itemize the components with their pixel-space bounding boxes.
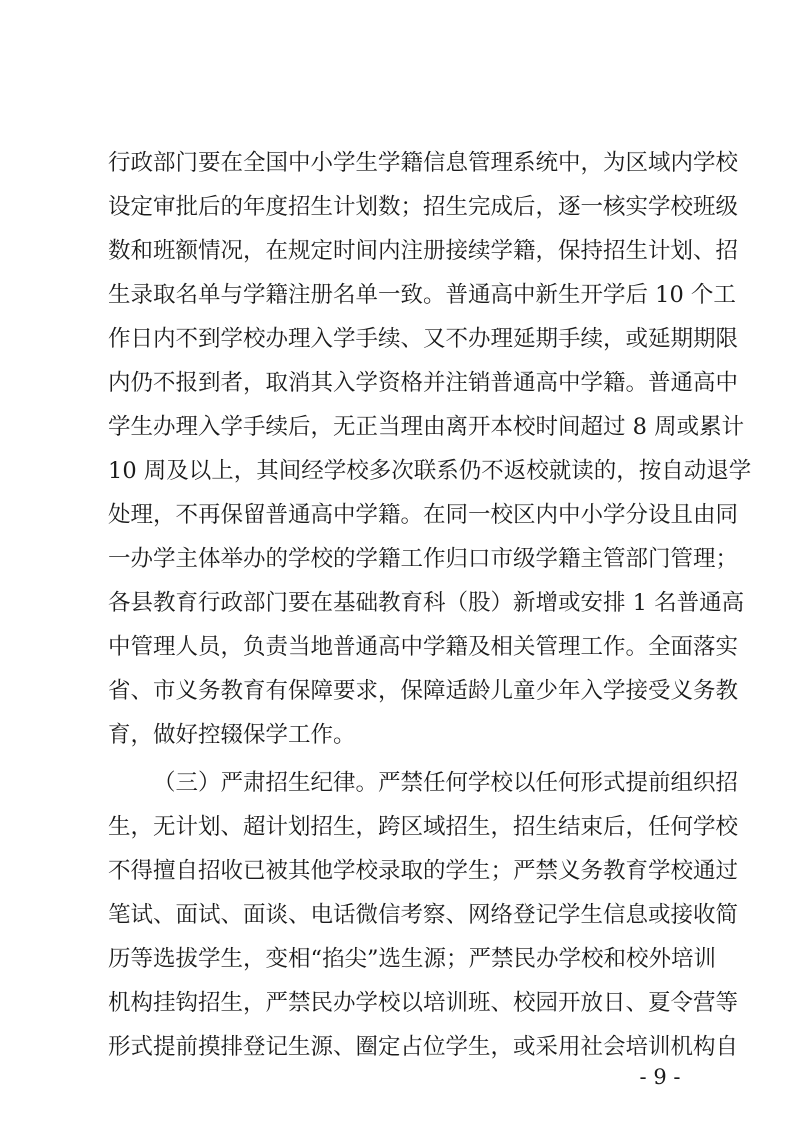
paragraph-line: 生录取名单与学籍注册名单一致。普通高中新生开学后 10 个工 [108,282,736,308]
paragraph-line: 笔试、面试、面谈、电话微信考察、网络登记学生信息或接收简 [108,902,739,928]
section-first-line-text: 严禁任何学校以任何形式提前组织招 [378,770,739,796]
section-first-line [153,763,739,803]
paragraph-line: 10 周及以上，其间经学校多次联系仍不返校就读的，按自动退学 [108,458,752,484]
paragraph-line: 内仍不报到者，取消其入学资格并注销普通高中学籍。普通高中 [108,370,739,396]
paragraph-line: 历等选拔学生，变相“掐尖”选生源；严禁民办学校和校外培训 [108,946,717,972]
paragraph-line: 机构挂钩招生，严禁民办学校以培训班、校园开放日、夏令营等 [108,990,739,1016]
paragraph-line: 不得擅自招收已被其他学校录取的学生；严禁义务教育学校通过 [108,858,739,884]
paragraph-line: 设定审批后的年度招生计划数；招生完成后，逐一核实学校班级 [108,194,739,220]
paragraph-line: 省、市义务教育有保障要求，保障适龄儿童少年入学接受义务教 [108,678,739,704]
paragraph-line: 处理，不再保留普通高中学籍。在同一校区内中小学分设且由同 [108,502,739,528]
paragraph-line: 育，做好控辍保学工作。 [108,722,356,748]
section-heading: （三）严肃招生纪律。 [153,770,379,796]
paragraph-line: 形式提前摸排登记生源、圈定占位学生，或采用社会培训机构自 [108,1034,739,1060]
paragraph-line: 行政部门要在全国中小学生学籍信息管理系统中，为区域内学校 [108,150,739,176]
paragraph-line: 数和班额情况，在规定时间内注册接续学籍，保持招生计划、招 [108,238,739,264]
paragraph-line: 各县教育行政部门要在基础教育科（股）新增或安排 1 名普通高 [108,590,745,616]
page-number: - 9 - [639,1065,681,1089]
paragraph-line: 中管理人员，负责当地普通高中学籍及相关管理工作。全面落实 [108,634,739,660]
paragraph-line: 一办学主体举办的学校的学籍工作归口市级学籍主管部门管理； [108,546,739,572]
paragraph-line: 作日内不到学校办理入学手续、又不办理延期手续，或延期期限 [108,326,739,352]
paragraph-line: 学生办理入学手续后，无正当理由离开本校时间超过 8 周或累计 [108,414,745,440]
paragraph-line: 生，无计划、超计划招生，跨区域招生，招生结束后，任何学校 [108,814,739,840]
